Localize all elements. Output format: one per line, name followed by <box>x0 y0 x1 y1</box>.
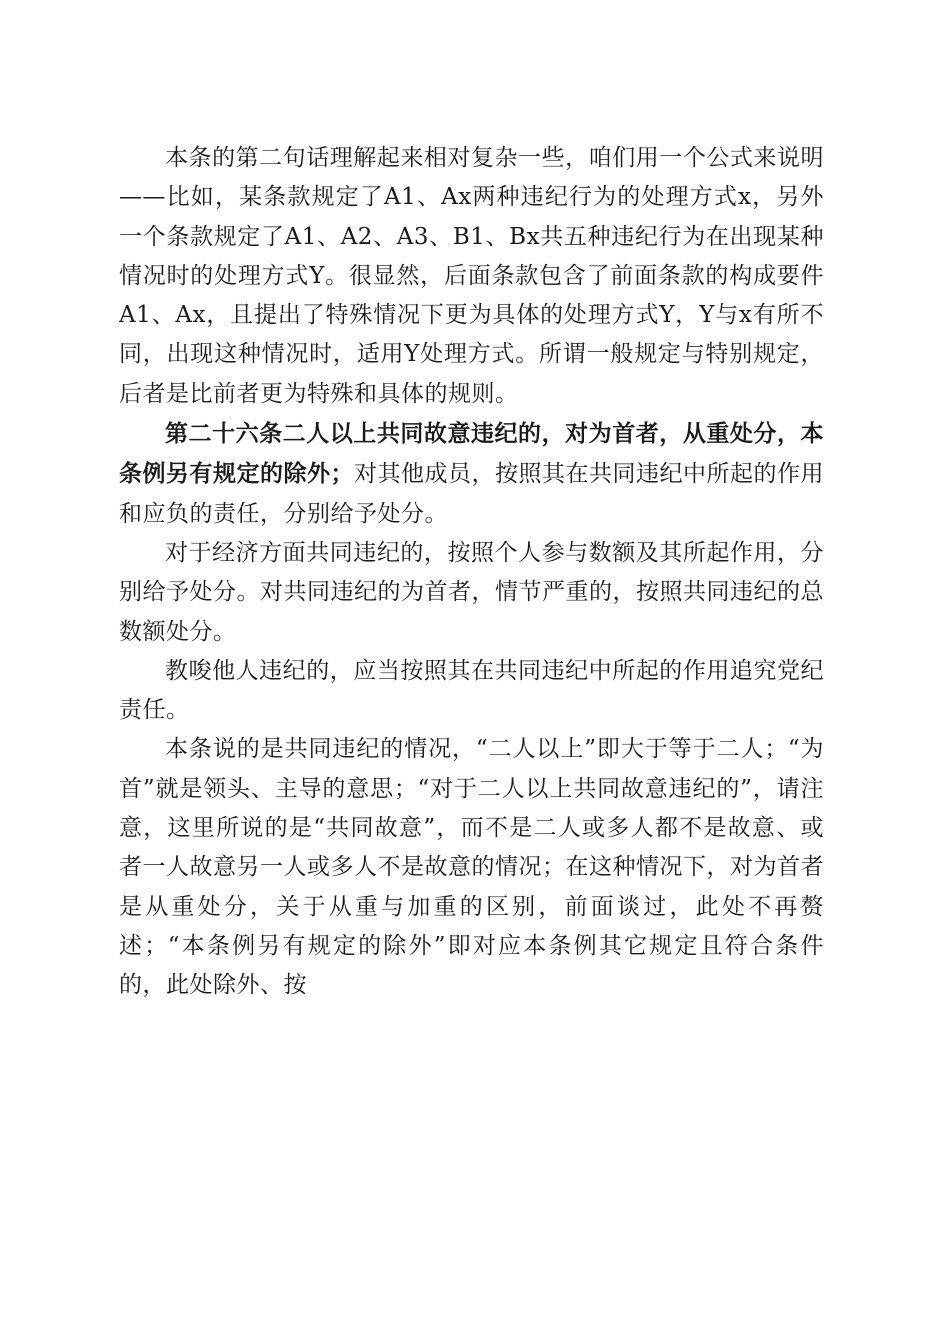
paragraph-instigation: 教唆他人违纪的，应当按照其在共同违纪中所起的作用追究党纪责任。 <box>119 657 824 724</box>
document-body <box>119 139 824 1006</box>
paragraph-article-26 <box>119 414 824 534</box>
paragraph-formula-explanation: 本条的第二句话理解起来相对复杂一些，咱们用一个公式来说明——比如，某条款规定了A1、Ax两种违纪行为的处理方式x，另外一个条款规定了A1、A2、A3、B1、Bx共五种违纪行为在出现某种情况时的处理方式Y。很显然，后面条款包含了前面条款的构成要件A1、Ax，且提出了特殊情况下更为具体的处理方式Y，Y与x有所不同，出现这种情况时，适用Y处理方式。所谓一般规定与特别规定，后者是比前者更为特殊和具体的规则。 <box>119 145 824 407</box>
paragraph-joint-violation-explanation: 本条说的是共同违纪的情况，“二人以上”即大于等于二人；“为首”就是领头、主导的意思；“对于二人以上共同故意违纪的”，请注意，这里所说的是“共同故意”，而不是二人或多人都不是故意、或者一人故意另一人或多人不是故意的情况；在这种情况下，对为首者是从重处分，关于从重与加重的区别，前面谈过，此处不再赘述；“本条例另有规定的除外”即对应本条例其它规定且符合条件的，此处除外、按 <box>119 736 824 999</box>
article-26-rest: 对其他成员，按照其在共同违纪中所起的作用和应负的责任，分别给予处分。 <box>119 461 824 527</box>
article-26-heading: 第二十六条二人以上共同故意违纪的，对为首者，从重处分，本条例另有规定的除外； <box>119 420 824 488</box>
paragraph-economic-violation: 对于经济方面共同违纪的，按照个人参与数额及其所起作用，分别给予处分。对共同违纪的为首者，情节严重的，按照共同违纪的总数额处分。 <box>119 539 824 645</box>
